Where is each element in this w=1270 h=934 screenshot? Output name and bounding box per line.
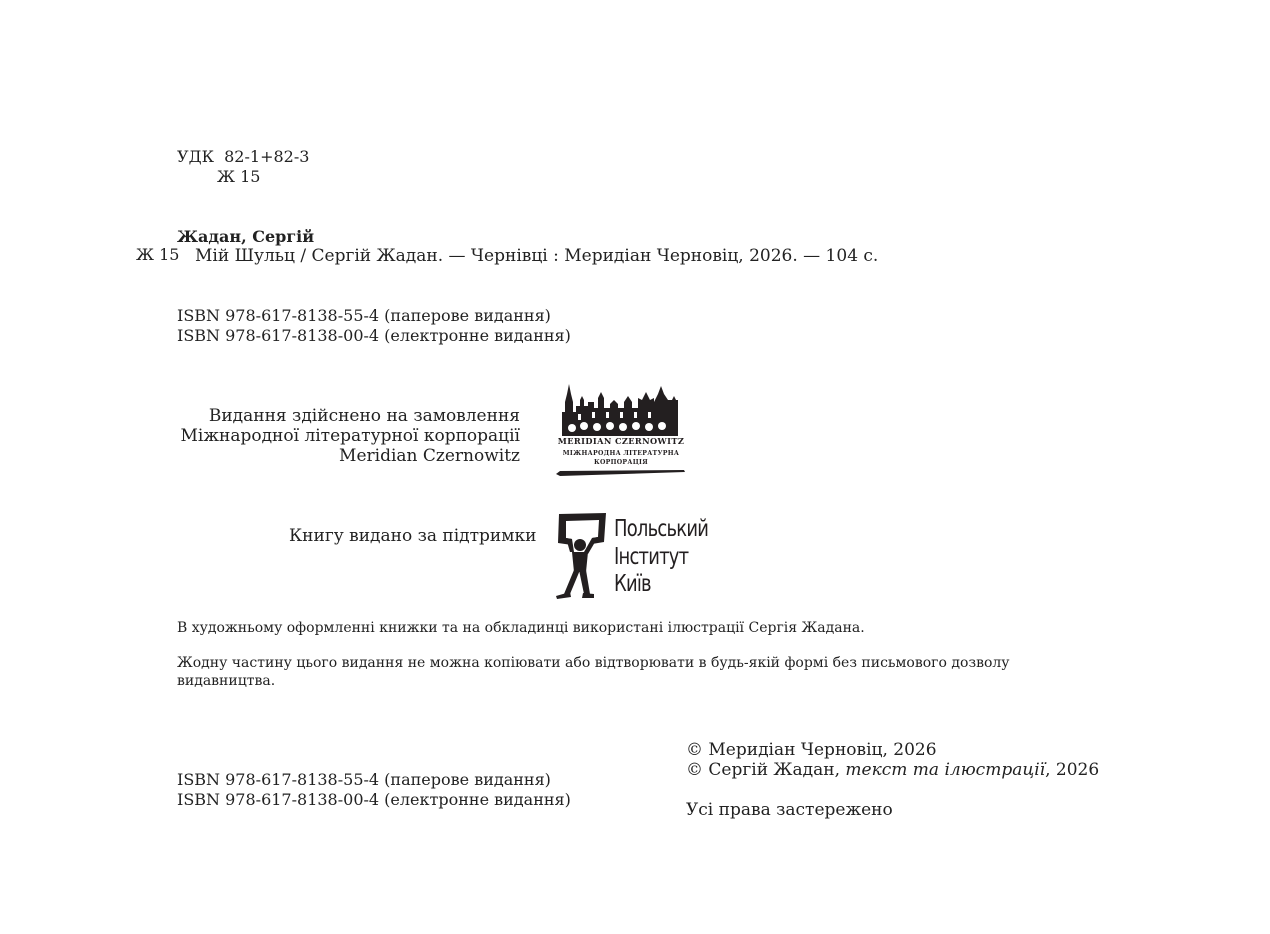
commission-line-2: Міжнародної літературної корпорації	[180, 426, 520, 446]
pi-line-1: Польський	[614, 516, 709, 542]
author-heading: Жадан, Сергій	[177, 227, 315, 246]
isbn-electronic-top: ISBN 978-617-8138-00-4 (електронне видання)	[177, 326, 571, 345]
logo-subtitle-2: КОРПОРАЦІЯ	[594, 459, 648, 466]
copyright-author-prefix: © Сергій Жадан,	[686, 760, 841, 780]
isbn-paper-top: ISBN 978-617-8138-55-4 (паперове видання)	[177, 306, 551, 325]
rights-note-line-2: видавництва.	[177, 673, 276, 689]
polish-institute-logo	[552, 512, 709, 602]
pi-line-3: Київ	[614, 571, 651, 597]
copyright-publisher: © Меридіан Черновіц, 2026	[686, 740, 937, 760]
udk-label: УДК	[177, 147, 214, 166]
rights-note-line-1: Жодну частину цього видання не можна копіювати або відтворювати в будь-якій формі без письмового дозволу	[177, 655, 1010, 671]
udk-value: 82-1+82-3	[224, 147, 310, 166]
logo-subtitle-1: МІЖНАРОДНА ЛІТЕРАТУРНА	[562, 450, 680, 457]
polish-institute-figure-icon	[552, 512, 614, 602]
commission-line-1: Видання здійснено на замовлення	[208, 406, 520, 426]
isbn-electronic-bottom: ISBN 978-617-8138-00-4 (електронне видання)	[177, 790, 571, 809]
illustrations-note: В художньому оформленні книжки та на обкладинці використані ілюстрації Сергія Жадана.	[177, 620, 865, 636]
copyright-author-suffix: , 2026	[1045, 760, 1100, 780]
meridian-czernowitz-logo	[554, 382, 688, 478]
commission-line-3: Meridian Czernowitz	[339, 446, 520, 466]
copyright-author-italic: текст та ілюстрації	[845, 760, 1046, 780]
logo-title: MERIDIAN CZERNOWITZ	[557, 436, 685, 446]
margin-cutter: Ж 15	[136, 245, 180, 264]
meridian-czernowitz-skyline-icon	[554, 382, 688, 478]
cutter-number: Ж 15	[217, 167, 261, 186]
support-text: Книгу видано за підтримки	[289, 526, 537, 546]
isbn-paper-bottom: ISBN 978-617-8138-55-4 (паперове видання)	[177, 770, 551, 789]
rights-reserved: Усі права застережено	[686, 800, 893, 820]
bibliographic-description: Мій Шульц / Сергій Жадан. — Чернівці : Меридіан Черновіц, 2026. — 104 с.	[195, 246, 879, 266]
pi-line-2: Інститут	[614, 544, 689, 570]
copyright-author	[686, 760, 1099, 780]
udk-line	[177, 147, 309, 167]
